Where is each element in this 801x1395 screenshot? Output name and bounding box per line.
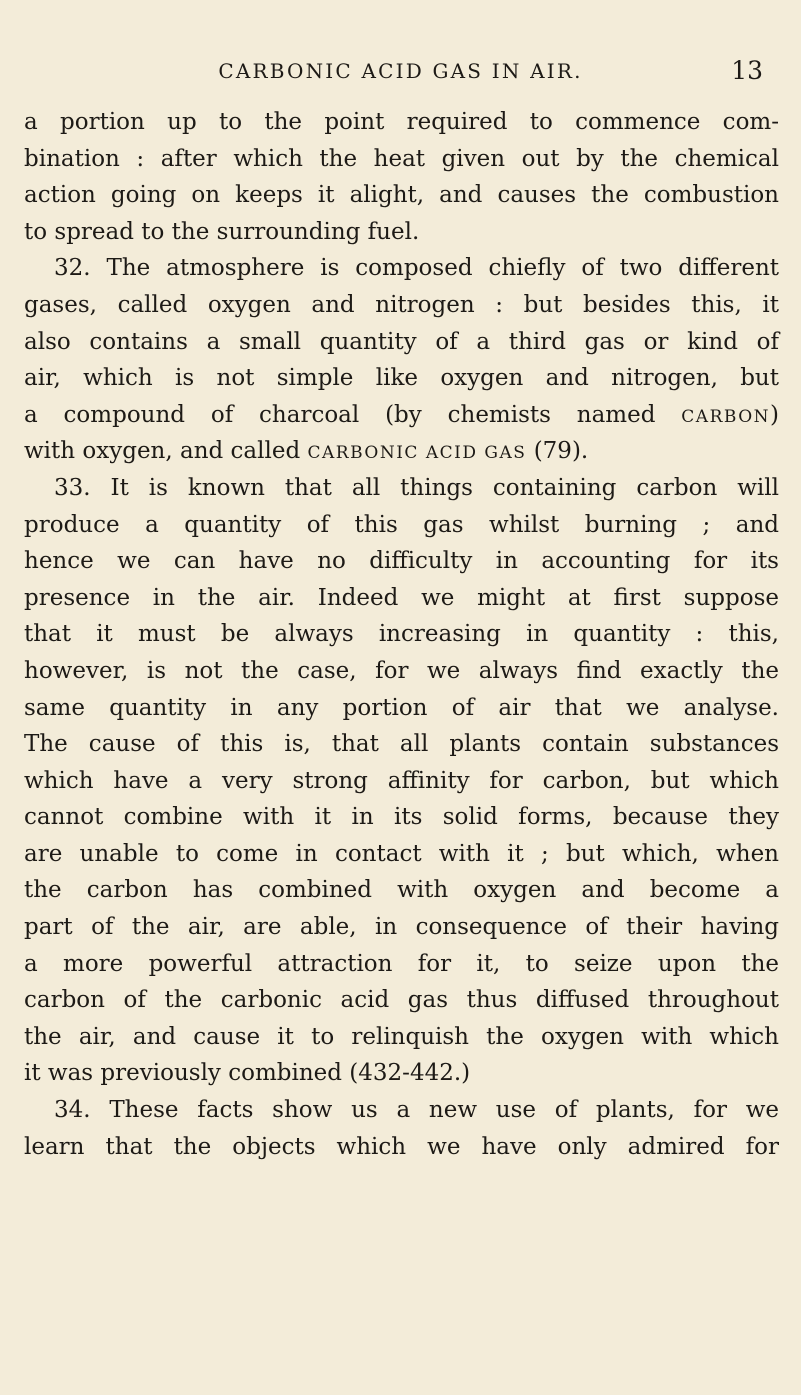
text-line: learn that the objects which we have only admired for bbox=[24, 1133, 779, 1160]
text-line: bination : after which the heat given out by the chemical bbox=[24, 145, 779, 172]
text-line: the air, and cause it to relinquish the oxygen with which bbox=[24, 1023, 779, 1050]
running-head bbox=[0, 56, 801, 86]
text-line: to spread to the surrounding fuel. bbox=[24, 218, 420, 245]
small-caps-term: CARBON bbox=[681, 406, 771, 427]
text-line: a more powerful attraction for it, to seize upon the bbox=[24, 950, 779, 977]
text-line bbox=[24, 433, 779, 470]
text-line: carbon of the carbonic acid gas thus diffused throughout bbox=[24, 987, 779, 1014]
paragraph-34-start: 34. These facts show us a new use of plants, for we bbox=[54, 1097, 779, 1124]
page-number: 13 bbox=[731, 56, 763, 85]
text-line: it was previously combined (432-442.) bbox=[24, 1060, 471, 1087]
text-line: also contains a small quantity of a third gas or kind of bbox=[24, 328, 779, 355]
text-line: which have a very strong affinity for carbon, but which bbox=[24, 767, 779, 794]
text-run: (79). bbox=[526, 438, 589, 465]
text-line: cannot combine with it in its solid forms, because they bbox=[24, 804, 779, 831]
body-text bbox=[24, 104, 779, 1165]
text-line: however, is not the case, for we always find exactly the bbox=[24, 657, 779, 684]
text-line: produce a quantity of this gas whilst burning ; and bbox=[24, 511, 779, 538]
paragraph-32-start: 32. The atmosphere is composed chiefly of two different bbox=[54, 255, 779, 282]
text-line: that it must be always increasing in quantity : this, bbox=[24, 621, 779, 648]
text-line: the carbon has combined with oxygen and become a bbox=[24, 877, 779, 904]
text-run: with oxygen, and called bbox=[24, 438, 308, 465]
text-line: presence in the air. Indeed we might at first suppose bbox=[24, 584, 779, 611]
paragraph-33-start: 33. It is known that all things containing carbon will bbox=[54, 474, 779, 501]
text-line: part of the air, are able, in consequence of their having bbox=[24, 914, 779, 941]
text-line: gases, called oxygen and nitrogen : but besides this, it bbox=[24, 291, 779, 318]
text-run: ) bbox=[770, 401, 779, 428]
text-line bbox=[24, 397, 779, 434]
text-run: a compound of charcoal (by chemists named bbox=[24, 401, 682, 428]
text-line: action going on keeps it alight, and causes the combustion bbox=[24, 182, 779, 209]
text-line: The cause of this is, that all plants contain substances bbox=[24, 731, 779, 758]
text-line: are unable to come in contact with it ; but which, when bbox=[24, 840, 779, 867]
text-line: a portion up to the point required to commence com- bbox=[24, 109, 779, 135]
running-title: CARBONIC ACID GAS IN AIR. bbox=[218, 59, 583, 83]
text-line: hence we can have no difficulty in accounting for its bbox=[24, 548, 779, 575]
text-line: air, which is not simple like oxygen and nitrogen, but bbox=[24, 365, 779, 392]
small-caps-term: CARBONIC ACID GAS bbox=[307, 443, 527, 464]
text-line: same quantity in any portion of air that we analyse. bbox=[24, 694, 779, 721]
